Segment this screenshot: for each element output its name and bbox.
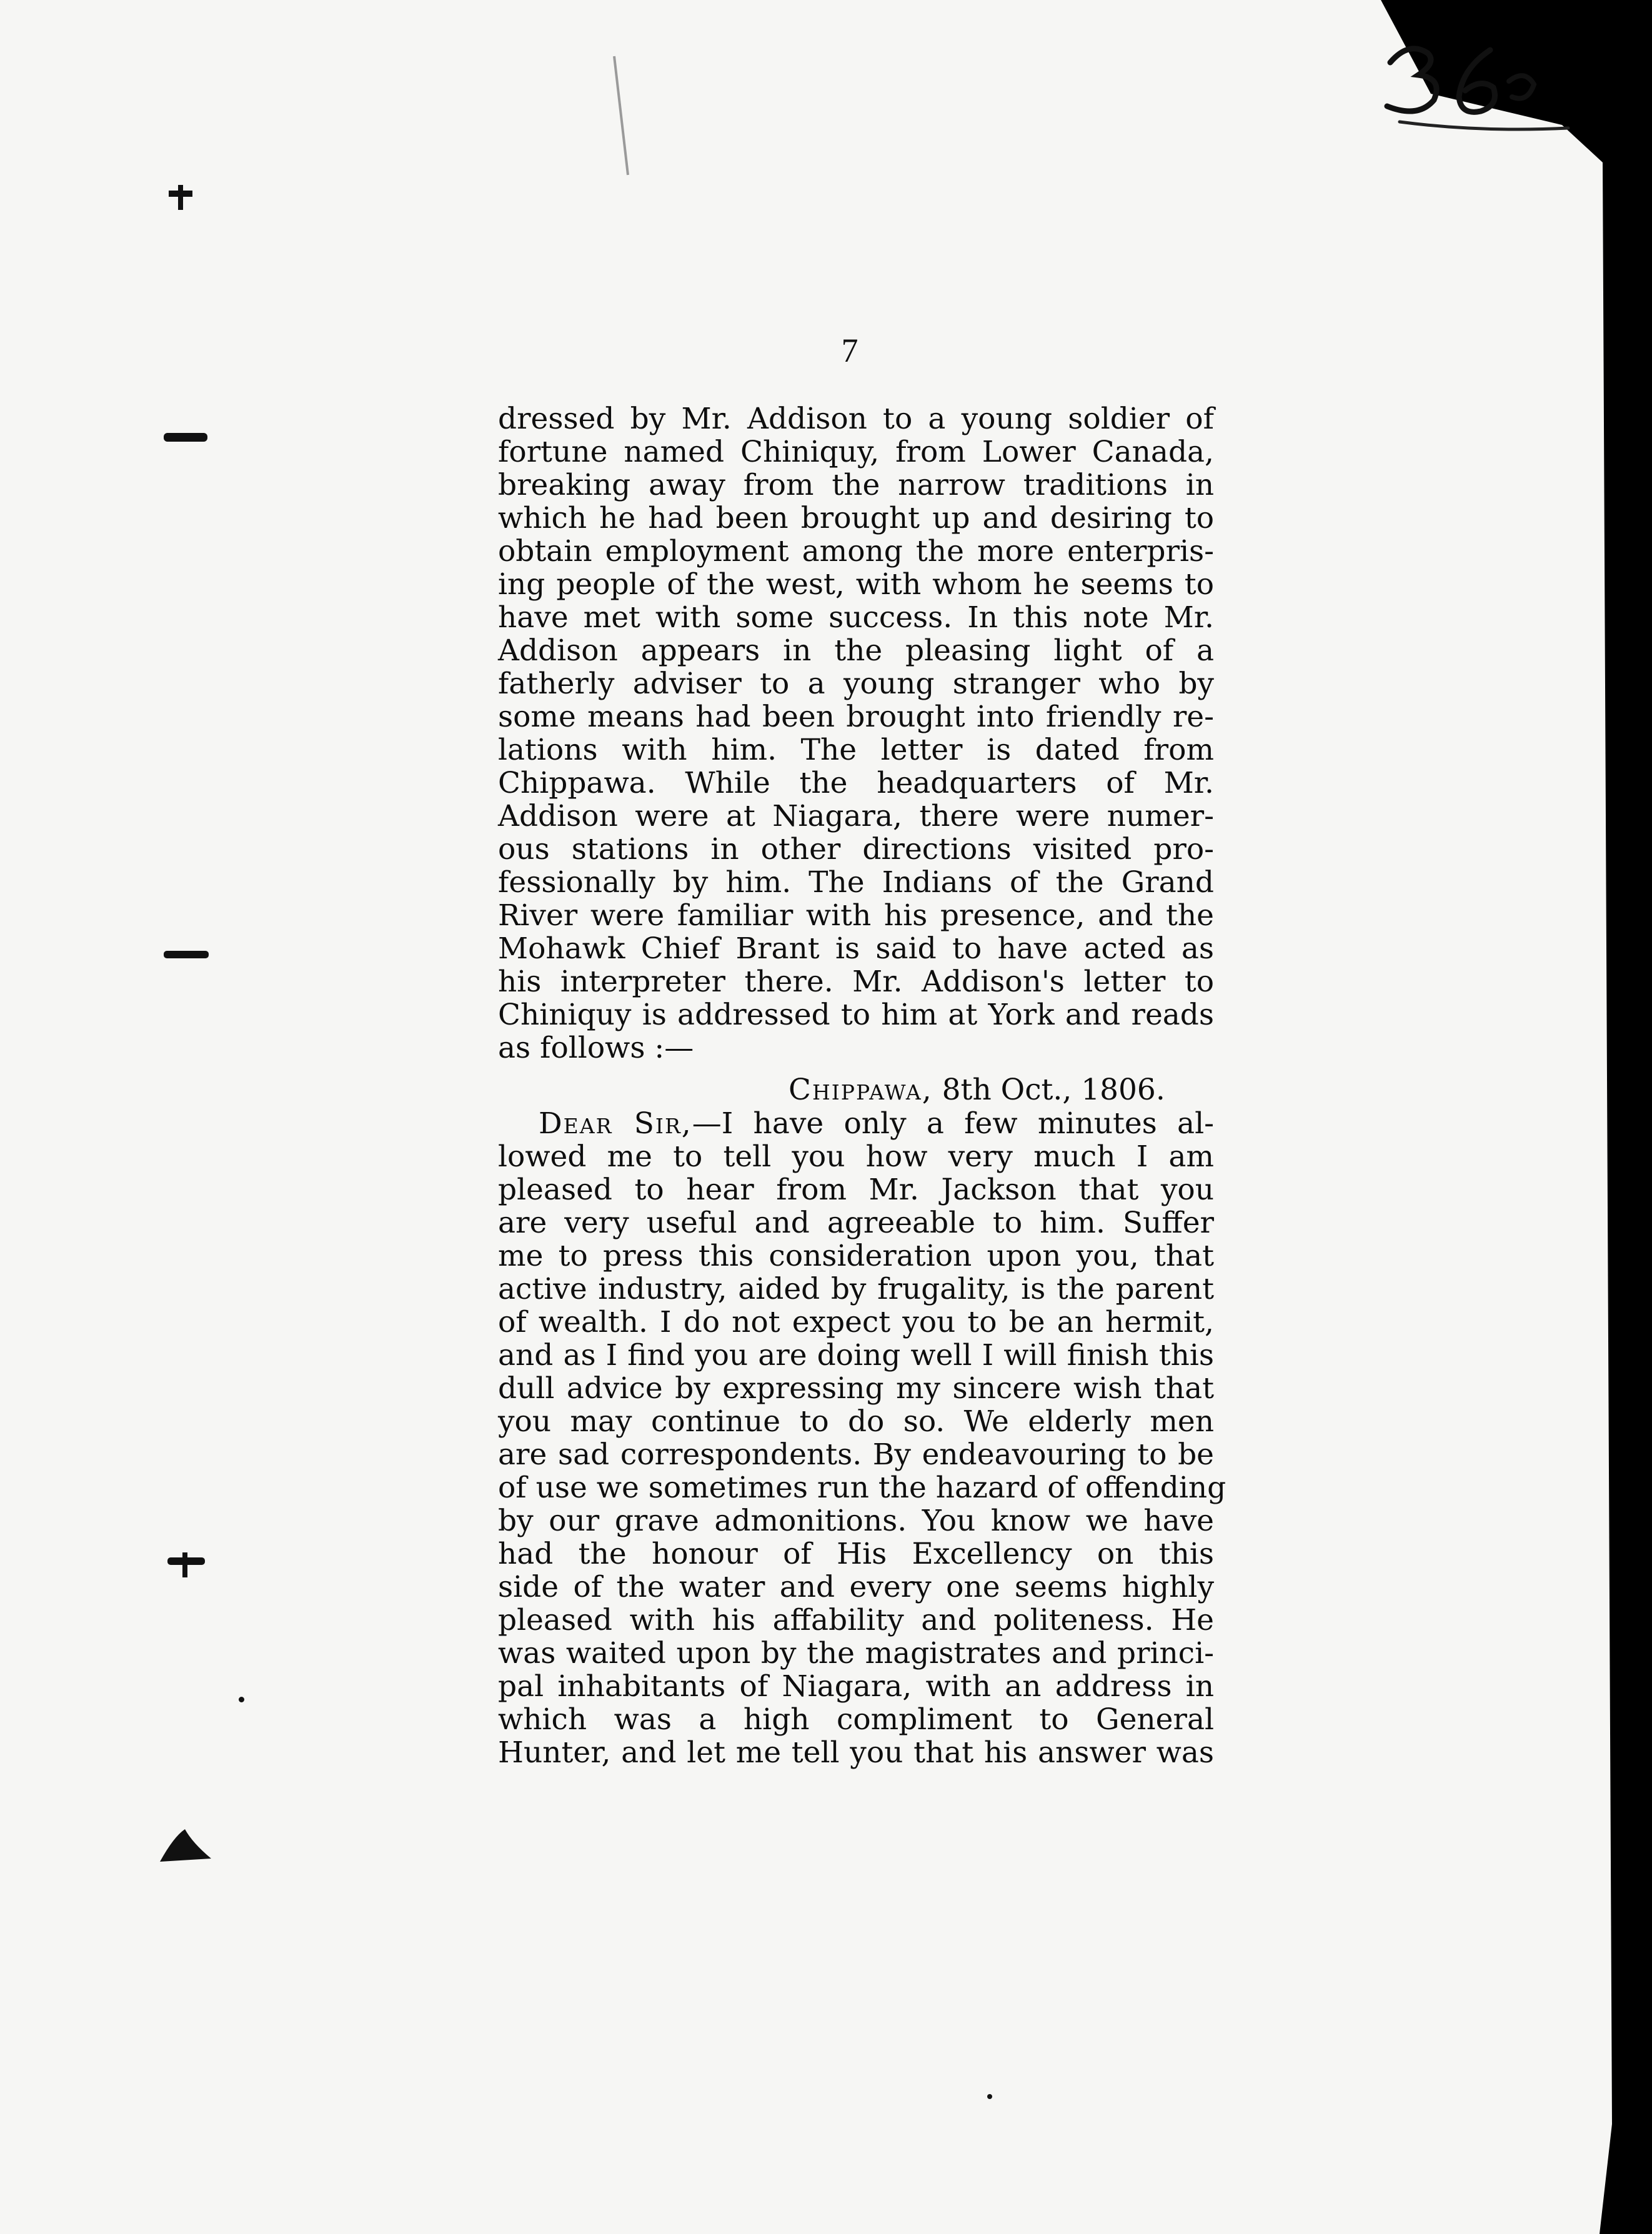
handwritten-folio-number — [1375, 25, 1575, 150]
text-line: me to press this consideration upon you, that — [498, 1239, 1214, 1273]
text-line: lowed me to tell you how very much I am — [498, 1139, 1214, 1174]
text-line: had the honour of His Excellency on this — [498, 1537, 1214, 1571]
letter-first-line: —I have only a few minutes al- — [692, 1106, 1214, 1141]
binding-mark — [164, 951, 209, 958]
text-line: fatherly adviser to a young stranger who by — [498, 667, 1214, 701]
binding-mark — [239, 1697, 244, 1702]
text-line: and as I find you are doing well I will finish this — [498, 1338, 1214, 1373]
text-line: obtain employment among the more enterpris- — [498, 534, 1214, 568]
dateline-date: 8th Oct., 1806. — [942, 1073, 1165, 1107]
binding-mark — [164, 433, 207, 442]
text-line: active industry, aided by frugality, is the parent — [498, 1272, 1214, 1306]
text-line: fortune named Chiniquy, from Lower Canada, — [498, 435, 1214, 469]
text-line: his interpreter there. Mr. Addison's letter to — [498, 965, 1214, 999]
text-line: as follows :— — [498, 1031, 694, 1065]
dateline-place: Chippawa, — [789, 1073, 933, 1107]
text-line: by our grave admonitions. You know we have — [498, 1504, 1214, 1538]
text-line: breaking away from the narrow traditions in — [498, 468, 1214, 502]
text-line: you may continue to do so. We elderly men — [498, 1404, 1214, 1439]
text-line — [539, 1107, 1214, 1140]
text-line: Chiniquy is addressed to him at York and reads — [498, 998, 1214, 1032]
text-line: lations with him. The letter is dated from — [498, 733, 1214, 767]
text-line: Addison were at Niagara, there were numer- — [498, 799, 1214, 833]
letter-salutation: Dear Sir, — [539, 1106, 692, 1141]
speck — [987, 2094, 992, 2099]
text-line: dull advice by expressing my sincere wish that — [498, 1371, 1214, 1406]
text-line: ing people of the west, with whom he seems to — [498, 567, 1214, 602]
text-line: Chippawa. While the headquarters of Mr. — [498, 766, 1214, 800]
text-line: ous stations in other directions visited pro- — [498, 832, 1214, 866]
text-line: of wealth. I do not expect you to be an hermit, — [498, 1305, 1214, 1339]
text-line: which he had been brought up and desiring to — [498, 501, 1214, 535]
text-line: Addison appears in the pleasing light of a — [498, 633, 1214, 668]
text-line: Mohawk Chief Brant is said to have acted as — [498, 931, 1214, 966]
letter-dateline — [789, 1073, 1165, 1106]
text-line: have met with some success. In this note Mr. — [498, 600, 1214, 635]
text-line: side of the water and every one seems highly — [498, 1570, 1214, 1604]
text-line: some means had been brought into friendly re- — [498, 700, 1214, 734]
scan-streak — [609, 50, 634, 187]
text-line: fessionally by him. The Indians of the Grand — [498, 865, 1214, 900]
binding-mark — [182, 1552, 187, 1577]
text-line: which was a high compliment to General — [498, 1702, 1214, 1737]
text-line: dressed by Mr. Addison to a young soldier of — [498, 402, 1214, 436]
page-number: 7 — [841, 332, 858, 369]
text-line: are sad correspondents. By endeavouring to be — [498, 1437, 1214, 1472]
text-line: are very useful and agreeable to him. Suffer — [498, 1206, 1214, 1240]
text-line: was waited upon by the magistrates and princi- — [498, 1636, 1214, 1671]
binding-mark — [155, 1824, 217, 1874]
text-line: pal inhabitants of Niagara, with an address in — [498, 1669, 1214, 1704]
binding-mark — [178, 185, 183, 210]
text-line: pleased to hear from Mr. Jackson that you — [498, 1173, 1214, 1207]
text-line: River were familiar with his presence, and the — [498, 898, 1214, 933]
text-line: pleased with his affability and politeness. He — [498, 1603, 1214, 1637]
text-line: of use we sometimes run the hazard of offending — [498, 1471, 1227, 1505]
text-line: Hunter, and let me tell you that his answer was — [498, 1735, 1214, 1770]
